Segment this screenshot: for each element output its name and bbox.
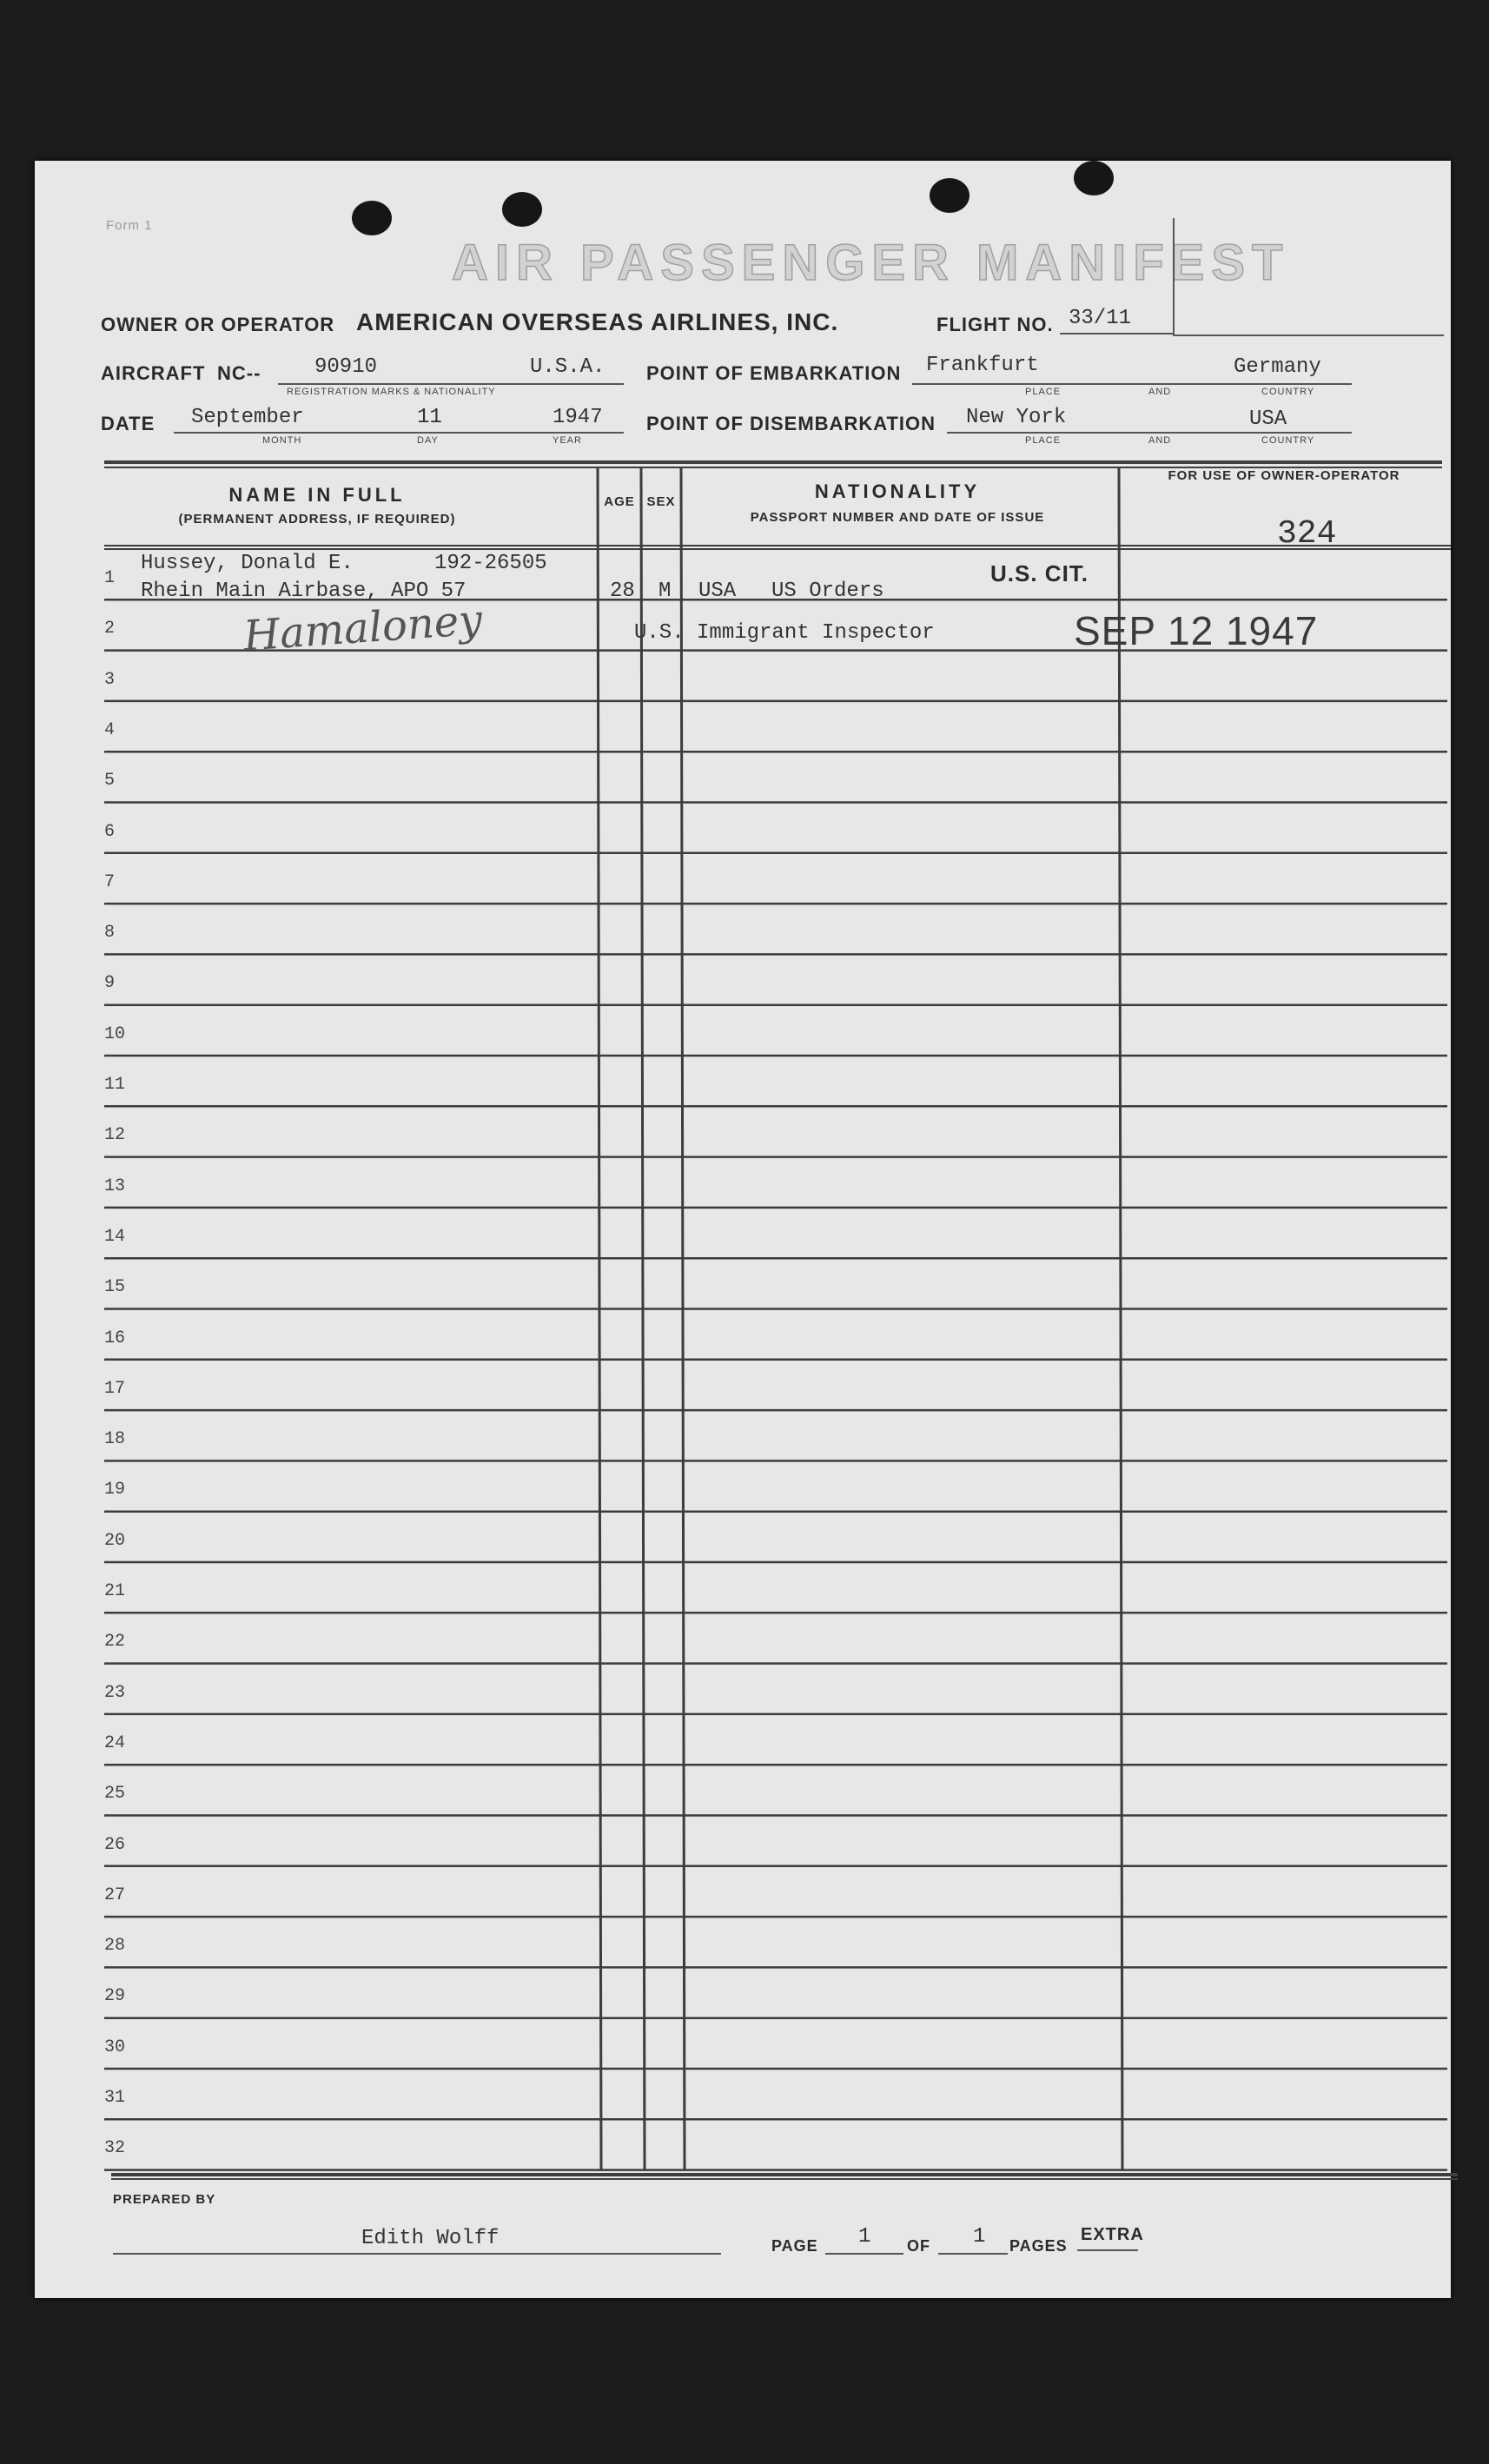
row-number: 4 (104, 719, 116, 740)
aircraft-nationality: U.S.A. (530, 355, 606, 379)
table-column-rule (681, 467, 685, 2170)
table-grid (35, 161, 1451, 2298)
prepared-value: Edith Wolff (361, 2227, 500, 2250)
entry1-name: Hussey, Donald E. (141, 552, 354, 575)
row-number: 5 (104, 771, 116, 792)
row-number: 22 (104, 1632, 126, 1653)
row-number: 28 (104, 1936, 126, 1957)
manifest-sheet (35, 161, 1451, 2298)
inspector-signature: Hamaloney (242, 595, 484, 661)
disembark-country: USA (1249, 407, 1287, 431)
row-number: 15 (104, 1277, 126, 1298)
row-number: 26 (104, 1834, 126, 1855)
row-number: 27 (104, 1884, 126, 1905)
row-number: 9 (104, 973, 116, 994)
pages-label: PAGES (1009, 2237, 1068, 2255)
entry1-address: Rhein Main Airbase, APO 57 (141, 580, 467, 603)
place-caption: PLACE (1025, 387, 1062, 397)
disembark-place: New York (966, 406, 1067, 429)
aircraft-reg: 90910 (314, 355, 378, 379)
row-number: 1 (104, 568, 116, 588)
embark-label: POINT OF EMBARKATION (646, 362, 902, 384)
entry1-nationality: USA (698, 580, 737, 603)
footer-rule (111, 2173, 1458, 2176)
row-number: 19 (104, 1480, 126, 1500)
col-owner-header: FOR USE OF OWNER-OPERATOR (1168, 468, 1400, 483)
country-caption: COUNTRY (1261, 435, 1315, 446)
of-label: OF (907, 2237, 930, 2255)
row-number: 7 (104, 871, 116, 892)
row-number: 18 (104, 1429, 126, 1450)
entry1-id: 192-26505 (434, 552, 547, 575)
entry1-stamp: U.S. CIT. (990, 560, 1089, 586)
row-number: 3 (104, 669, 116, 690)
row-number: 24 (104, 1732, 126, 1753)
date-day: 11 (417, 406, 442, 429)
inspector-title: U.S. Immigrant Inspector (634, 621, 935, 645)
flight-value: 33/11 (1069, 307, 1132, 330)
col-name-subheader: (PERMANENT ADDRESS, IF REQUIRED) (178, 512, 456, 527)
col-passport-subheader: PASSPORT NUMBER AND DATE OF ISSUE (750, 510, 1045, 525)
entry1-passport: US Orders (771, 580, 884, 603)
row-number: 12 (104, 1125, 126, 1146)
prepared-label: PREPARED BY (113, 2192, 216, 2207)
day-caption: DAY (417, 435, 439, 446)
prepared-line (113, 2253, 721, 2255)
and-caption: AND (1148, 435, 1172, 446)
row-number: 8 (104, 923, 116, 944)
col-sex-header: SEX (646, 494, 676, 509)
row-number: 10 (104, 1023, 126, 1044)
row-number: 20 (104, 1530, 126, 1551)
footer-rule (111, 2178, 1458, 2180)
entry1-sex: M (658, 580, 672, 603)
extra-label: EXTRA (1081, 2225, 1144, 2244)
row-number: 13 (104, 1176, 126, 1196)
pages-line (938, 2253, 1008, 2255)
row-number: 14 (104, 1226, 126, 1247)
embark-country: Germany (1234, 355, 1321, 379)
row-number: 2 (104, 619, 116, 639)
aircraft-label: AIRCRAFT (101, 362, 206, 384)
row-number: 31 (104, 2088, 126, 2108)
row-number: 11 (104, 1075, 126, 1095)
row-number: 30 (104, 2037, 126, 2057)
page-label: PAGE (771, 2237, 818, 2255)
page-line (825, 2253, 903, 2255)
date-month: September (191, 406, 304, 429)
aircraft-prefix: NC-- (217, 362, 261, 384)
col-age-header: AGE (604, 494, 635, 509)
row-number: 23 (104, 1682, 126, 1703)
month-caption: MONTH (262, 435, 302, 446)
page-value: 1 (858, 2225, 871, 2249)
disembark-label: POINT OF DISEMBARKATION (646, 413, 936, 434)
table-column-rule (641, 467, 645, 2170)
row-number: 32 (104, 2138, 126, 2159)
place-caption: PLACE (1025, 435, 1062, 446)
date-year: 1947 (553, 406, 603, 429)
date-label: DATE (101, 413, 156, 434)
table-column-rule (1119, 467, 1122, 2170)
date-stamp: SEP 12 1947 (1074, 608, 1319, 653)
row-number: 6 (104, 821, 116, 842)
form-title: AIR PASSENGER MANIFEST (452, 235, 1290, 291)
col-nationality-header: NATIONALITY (814, 480, 981, 502)
row-number: 17 (104, 1378, 126, 1399)
year-caption: YEAR (553, 435, 582, 446)
embark-place: Frankfurt (926, 354, 1039, 377)
row-number: 29 (104, 1986, 126, 2007)
row-number: 21 (104, 1581, 126, 1601)
row-number: 25 (104, 1784, 126, 1805)
pages-value: 1 (973, 2225, 986, 2249)
owner-value: AMERICAN OVERSEAS AIRLINES, INC. (356, 308, 839, 335)
and-caption: AND (1148, 387, 1172, 397)
row-number: 16 (104, 1328, 126, 1348)
extra-line (1077, 2249, 1138, 2251)
owner-label: OWNER OR OPERATOR (101, 314, 335, 335)
owner-number: 324 (1277, 515, 1337, 553)
table-column-rule (598, 467, 601, 2170)
col-name-header: NAME IN FULL (228, 484, 406, 506)
country-caption: COUNTRY (1261, 387, 1315, 397)
form-code: Form 1 (106, 218, 153, 233)
entry1-age: 28 (610, 580, 635, 603)
reg-caption: REGISTRATION MARKS & NATIONALITY (287, 387, 496, 397)
flight-label: FLIGHT NO. (936, 314, 1054, 335)
